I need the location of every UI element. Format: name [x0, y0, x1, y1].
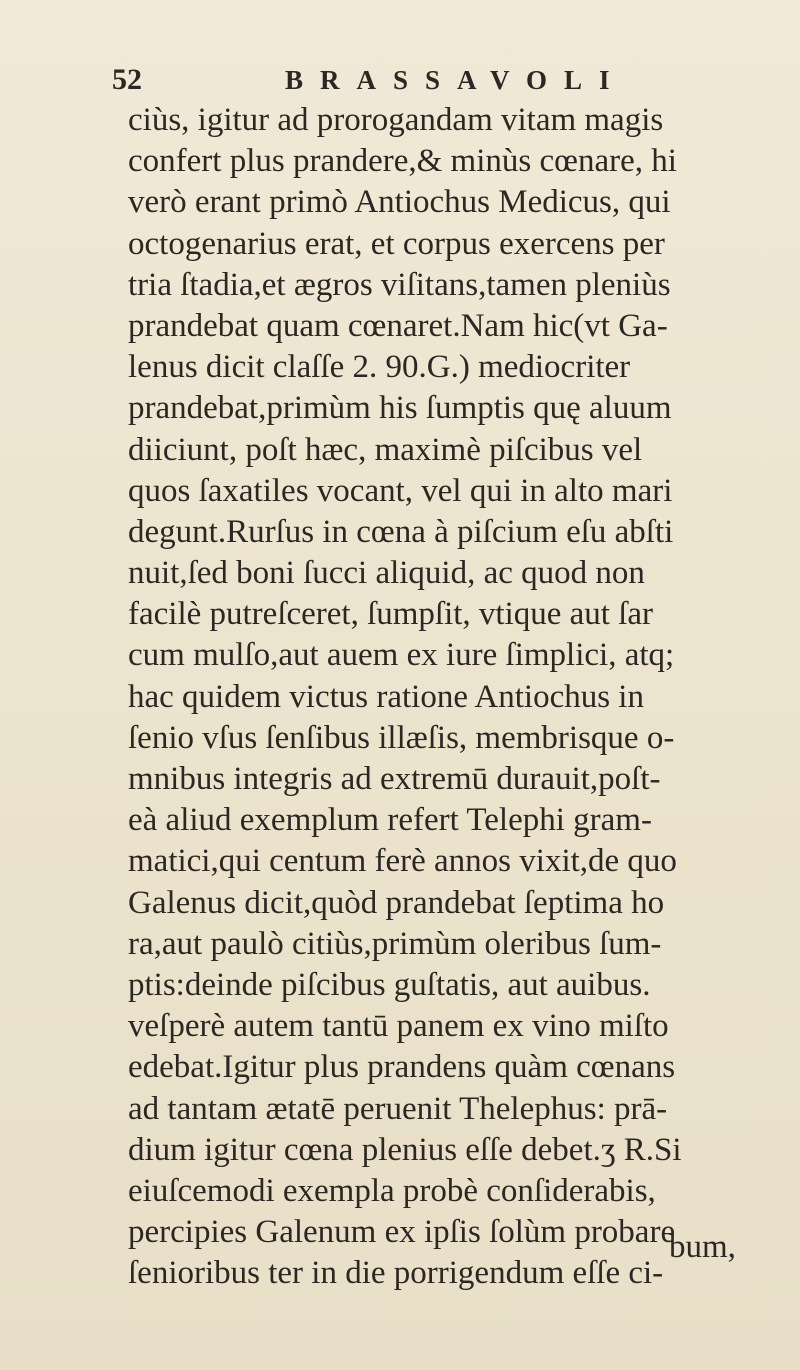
text-line: degunt.Rurſus in cœna à piſcium eſu abſti [128, 513, 674, 550]
text-line: Galenus dicit,quòd prandebat ſeptima ho [128, 884, 665, 921]
text-line: cum mulſo,aut auem ex iure ſimplici, atq; [128, 637, 675, 674]
text-line: verò erant primò Antiochus Medicus, qui [128, 184, 671, 221]
text-line: ciùs, igitur ad prorogandam vitam magis [128, 102, 664, 138]
text-line: mnibus integris ad extremū durauit,poſt- [128, 761, 661, 797]
text-line: confert plus prandere,& minùs cœnare, hi [128, 143, 677, 180]
text-line: nuit,ſed boni ſucci aliquid, ac quod non [128, 555, 645, 592]
text-line: prandebat quam cœnaret.Nam hic(vt Ga- [128, 307, 668, 344]
catchword: bum, [669, 1229, 736, 1265]
text-line: ra,aut paulò citiùs,primùm oleribus ſum- [128, 925, 662, 962]
body-text [128, 100, 778, 1294]
running-head: BRASSAVOLI [285, 65, 627, 95]
text-line: edebat.Igitur plus prandens quàm cœnans [128, 1049, 676, 1086]
text-line: percipies Galenum ex ipſis ſolùm probare [128, 1214, 676, 1251]
text-line: ptis:deinde piſcibus guſtatis, aut auibus. [128, 966, 651, 1003]
text-line: eiuſcemodi exempla probè conſiderabis, [128, 1172, 656, 1209]
text-line: ad tantam ætatē peruenit Thelephus: prā- [128, 1090, 668, 1127]
page-number: 52 [112, 63, 142, 96]
text-line: matici,qui centum ferè annos vixit,de quo [128, 843, 677, 880]
page-header [112, 60, 712, 100]
text-line: quos ſaxatiles vocant, vel qui in alto mari [128, 472, 673, 509]
text-line: ſenioribus ter in die porrigendum eſſe ci- [128, 1255, 664, 1292]
text-line: eà aliud exemplum refert Telephi gram- [128, 802, 652, 839]
text-line: veſperè autem tantū panem ex vino miſto [128, 1008, 669, 1045]
text-line: hac quidem victus ratione Antiochus in [128, 678, 644, 715]
text-line: facilè putreſceret, ſumpſit, vtique aut ſar [128, 596, 654, 633]
text-line: dium igitur cœna plenius eſſe debet.ʒ R.Si [128, 1131, 682, 1168]
text-line: tria ſtadia,et ægros viſitans,tamen pleniùs [128, 266, 671, 303]
text-line: octogenarius erat, et corpus exercens per [128, 225, 665, 262]
text-line: lenus dicit claſſe 2. 90.G.) mediocriter [128, 349, 631, 386]
text-line: prandebat,primùm his ſumptis quę aluum [128, 390, 672, 427]
text-line: ſenio vſus ſenſibus illæſis, membrisque o- [128, 719, 675, 756]
text-line: diiciunt, poſt hæc, maximè piſcibus vel [128, 431, 643, 468]
